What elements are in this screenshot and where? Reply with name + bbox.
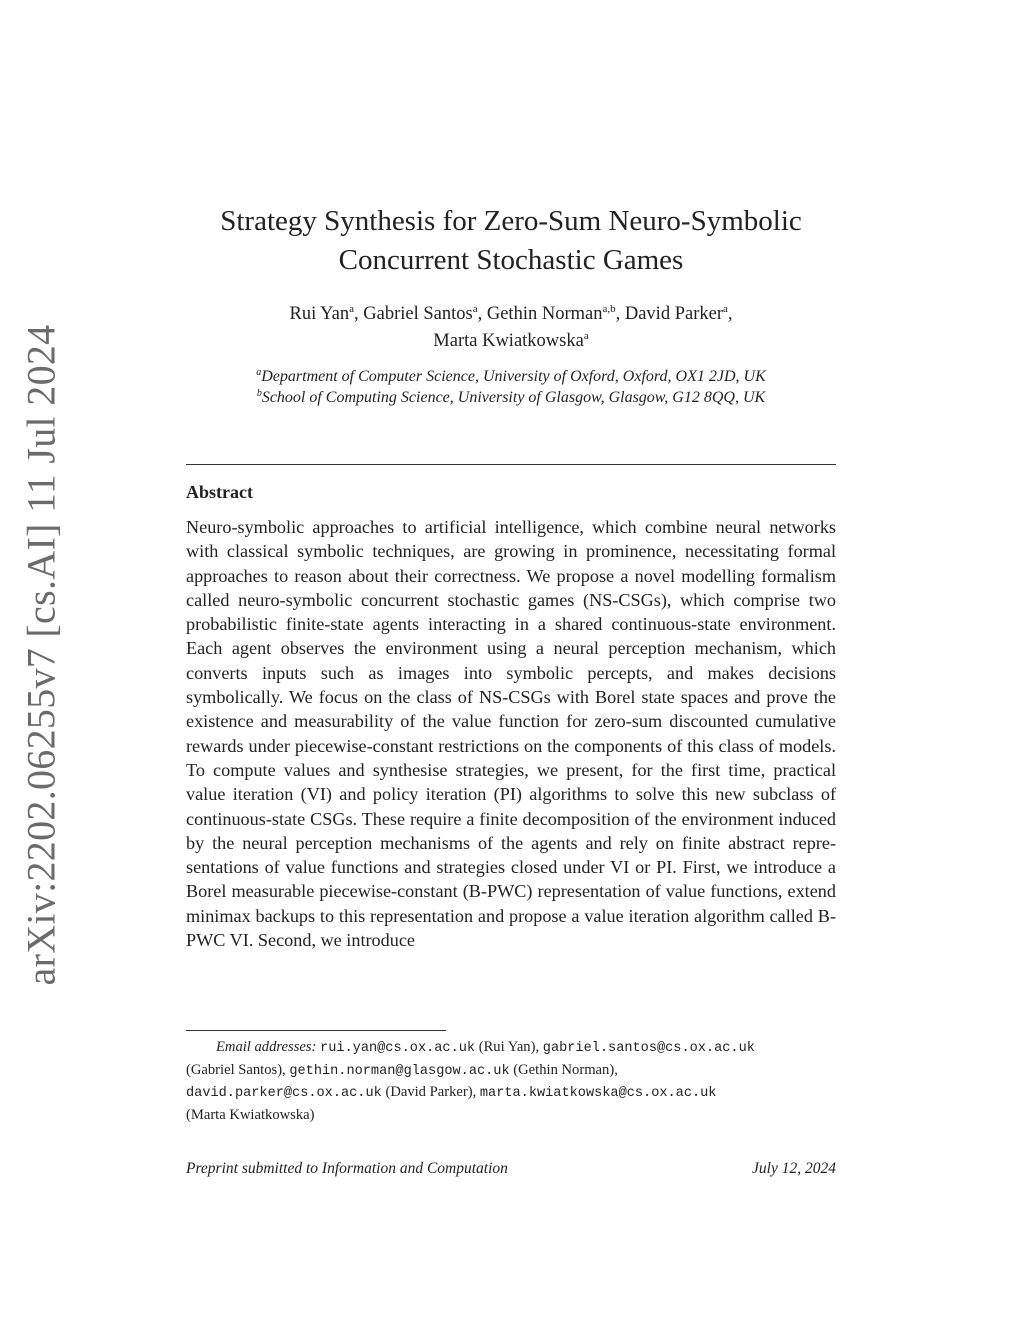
email-link[interactable]: gabriel.santos@cs.ox.ac.uk	[542, 1041, 755, 1056]
author-affil-mark: a,b	[602, 303, 616, 315]
preprint-note: Preprint submitted to Information and Computation	[186, 1160, 508, 1177]
preprint-date: July 12, 2024	[752, 1160, 836, 1177]
footnote-rule	[186, 1030, 446, 1031]
author-list: Rui Yan$^a$, Gabriel Santos$^a$, Gethin Norman$^{a,b}$, David Parker$^a$, Marta Kwiatkowska$^a$	[289, 303, 733, 351]
email-link[interactable]: gethin.norman@glasgow.ac.uk	[289, 1063, 510, 1079]
abstract-top-rule	[186, 464, 836, 465]
affiliation-list	[186, 366, 836, 408]
email-link[interactable]: david.parker@cs.ox.ac.uk	[186, 1086, 382, 1101]
email-link[interactable]: rui.yan@cs.ox.ac.uk	[320, 1041, 476, 1056]
author-name: David Parker	[624, 304, 723, 324]
abstract-heading: Abstract	[186, 482, 253, 502]
email-footnote: Email addresses: rui.yan@cs.ox.ac.uk (Rui Yan), gabriel.santos@cs.ox.ac.uk (Gabriel Santos), gethin.norman@glasgow.ac.uk (Gethin Norman), david.parker@cs.ox.ac.uk (David Parker), marta.kwiatkowska@cs.ox.ac.uk (Marta Kwiatkowska)	[186, 1039, 755, 1123]
paper-title	[186, 202, 836, 280]
author-affil-mark: a	[472, 303, 478, 315]
author-affil-mark: a	[583, 330, 589, 342]
abstract-body: Neuro-symbolic approaches to artificial intelligence, which combine neural networks with classical symbolic techniques, are growing in prominence, necessitating formal approaches to reason about their correctness. We propose a novel modelling formalism called neuro-symbolic concurrent stochastic games (NS-CSGs), which comprise two probabilistic finite-state agents interacting in a shared continuous-state environment. Each agent observes the environment using a neural perception mechanism, which converts inputs such as images into symbolic percepts, and makes decisions symbolically. We focus on the class of NS-CSGs with Borel state spaces and prove the existence and measurability of the value function for zero-sum discounted cumulative rewards under piecewise-constant restrictions on the components of this class of models. To compute values and synthesise strategies, we present, for the first time, practical value iteration (VI) and policy iteration (PI) algorithms to solve this new subclass of continuous-state CSGs. These require a finite decomposition of the environment induced by the neural perception mechanisms of the agents and rely on finite abstract representations of value functions and strategies closed under VI or PI. First, we introduce a Borel measurable piecewise-constant (B-PWC) representation of value functions, extend minimax backups to this representation and propose a value iteration algorithm called B-PWC VI. Second, we introduce	[186, 517, 836, 951]
title-line-1: Strategy Synthesis for Zero-Sum Neuro-Symbolic	[220, 205, 802, 237]
affiliation-a: $^a$Department of Computer Science, University of Oxford, Oxford, OX1 2JD, UK	[256, 367, 766, 385]
email-link[interactable]: marta.kwiatkowska@cs.ox.ac.uk	[479, 1086, 717, 1101]
author-name: Rui Yan	[289, 304, 350, 324]
arxiv-identifier	[8, 324, 74, 986]
title-line-2: Concurrent Stochastic Games	[338, 244, 684, 276]
author-name: Gethin Norman	[486, 304, 603, 324]
author-affil-mark: a	[349, 303, 355, 315]
author-name: Marta Kwiatkowska	[433, 331, 584, 351]
email-label: Email addresses:	[216, 1039, 317, 1055]
author-name: Gabriel Santos	[363, 304, 473, 324]
arxiv-identifier-text: arXiv:2202.06255v7 [cs.AI] 11 Jul 2024	[18, 324, 64, 986]
affiliation-b: $^b$School of Computing Science, University of Glasgow, Glasgow, G12 8QQ, UK	[256, 388, 766, 406]
author-affil-mark: a	[722, 303, 728, 315]
